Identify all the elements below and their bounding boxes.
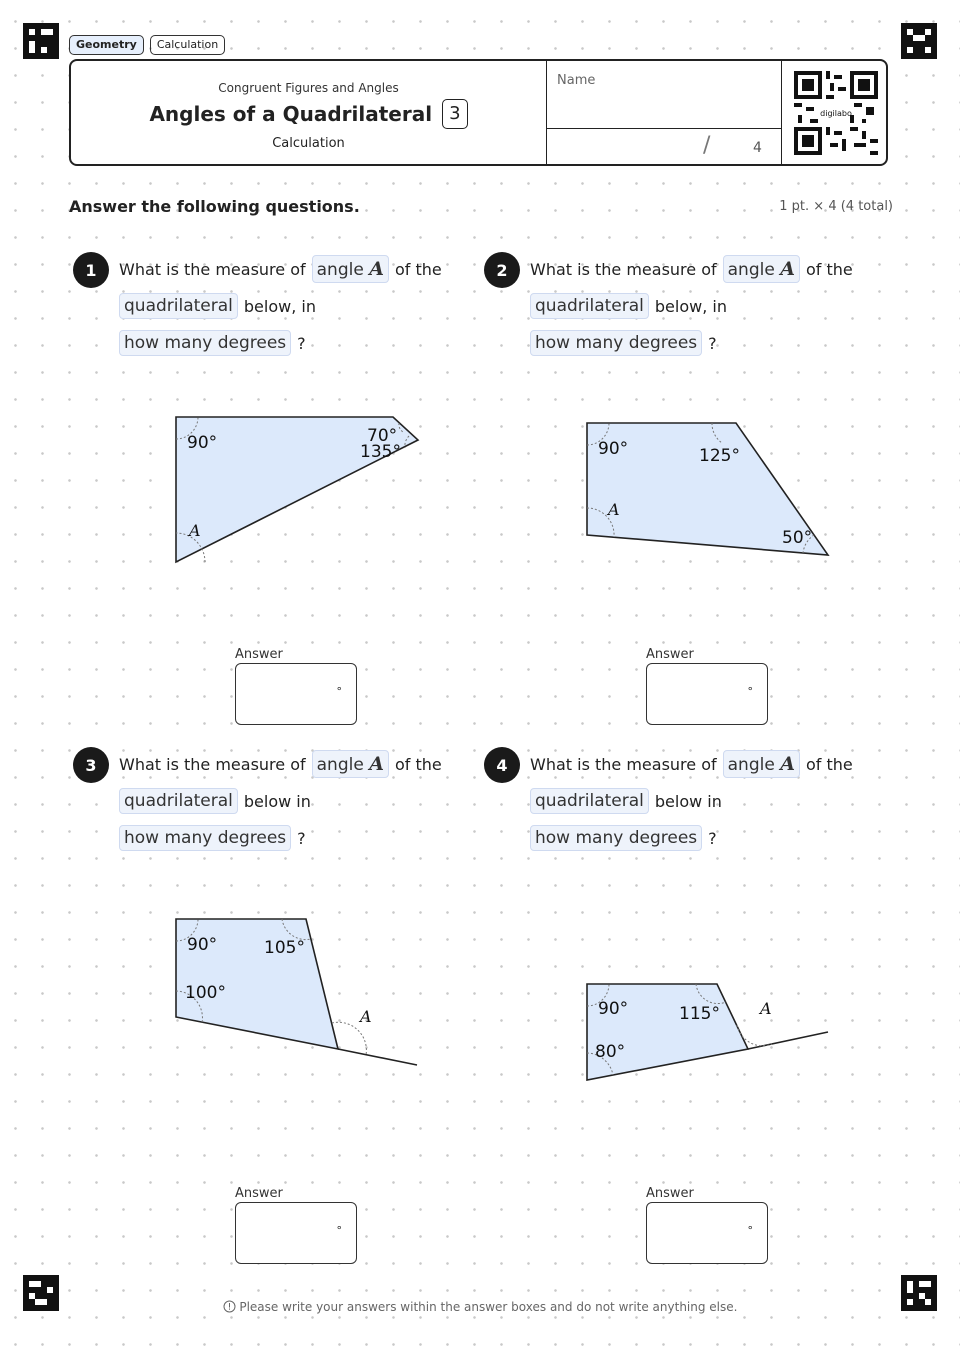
answer-label: Answer bbox=[235, 647, 283, 662]
term-how-many-degrees: how many degrees bbox=[119, 330, 291, 356]
question-line-2 bbox=[530, 788, 722, 814]
term-how-many-degrees: how many degrees bbox=[119, 825, 291, 851]
term-how-many-degrees: how many degrees bbox=[530, 825, 702, 851]
question-text: of the bbox=[805, 754, 853, 774]
corner-marker-top-right bbox=[901, 23, 937, 59]
question-number: 2 bbox=[484, 252, 520, 288]
answer-box[interactable] bbox=[235, 1202, 357, 1264]
question-line-2 bbox=[119, 293, 316, 319]
name-label: Name bbox=[557, 73, 596, 88]
question-number: 1 bbox=[73, 252, 109, 288]
question-line-3 bbox=[119, 825, 306, 851]
angle-label: 90° bbox=[598, 439, 629, 459]
tag-list bbox=[69, 35, 225, 55]
angle-label: 90° bbox=[187, 935, 218, 955]
info-icon bbox=[223, 1300, 236, 1313]
tag-calculation: Calculation bbox=[150, 35, 225, 55]
title-row bbox=[71, 99, 546, 129]
extension-line bbox=[748, 1032, 828, 1049]
question-line-2 bbox=[119, 788, 311, 814]
unknown-angle-label: A bbox=[608, 500, 620, 519]
answer-label: Answer bbox=[235, 1186, 283, 1201]
question-line-1 bbox=[530, 255, 853, 283]
worksheet-kind: Calculation bbox=[272, 136, 345, 151]
angle-label: 125° bbox=[699, 446, 740, 466]
question-2 bbox=[480, 252, 880, 722]
question-line-1 bbox=[119, 255, 442, 283]
question-mark: ? bbox=[708, 333, 717, 353]
degree-unit: ° bbox=[336, 685, 342, 698]
question-text: What is the measure of bbox=[530, 259, 717, 279]
worksheet-subtitle: Congruent Figures and Angles bbox=[218, 81, 399, 95]
angle-label: 115° bbox=[679, 1004, 720, 1024]
question-line-3 bbox=[119, 330, 306, 356]
footer-text: Please write your answers within the answer boxes and do not write anything else. bbox=[239, 1300, 738, 1314]
degree-unit: ° bbox=[747, 1224, 753, 1237]
answer-box[interactable] bbox=[235, 663, 357, 725]
question-number: 3 bbox=[73, 747, 109, 783]
answer-box[interactable] bbox=[646, 663, 768, 725]
worksheet-title: Angles of a Quadrilateral bbox=[149, 102, 433, 126]
question-line-3 bbox=[530, 330, 717, 356]
title-area bbox=[71, 61, 546, 164]
term-angle-a: angle A bbox=[723, 750, 800, 778]
angle-label: 90° bbox=[187, 433, 218, 453]
question-line-2 bbox=[530, 293, 727, 319]
corner-marker-top-left bbox=[23, 23, 59, 59]
score-slash: / bbox=[703, 133, 711, 158]
term-quadrilateral: quadrilateral bbox=[119, 293, 238, 319]
question-text: below, in bbox=[654, 296, 727, 316]
angle-label: 100° bbox=[185, 983, 226, 1003]
degree-unit: ° bbox=[336, 1224, 342, 1237]
qr-code-area bbox=[781, 61, 887, 164]
question-4 bbox=[480, 747, 880, 1237]
question-mark: ? bbox=[708, 828, 717, 848]
question-mark: ? bbox=[297, 828, 306, 848]
qr-code-text: digilabo bbox=[820, 108, 852, 118]
qr-code-icon bbox=[794, 71, 878, 155]
term-angle-a: angle A bbox=[312, 255, 389, 283]
angle-arc bbox=[332, 1022, 366, 1055]
question-text: of the bbox=[394, 259, 442, 279]
unknown-angle-label: A bbox=[360, 1007, 372, 1026]
answer-label: Answer bbox=[646, 1186, 694, 1201]
quadrilateral-figure bbox=[69, 372, 469, 572]
unknown-angle-label: A bbox=[760, 999, 772, 1018]
question-text: What is the measure of bbox=[119, 754, 306, 774]
question-text: What is the measure of bbox=[119, 259, 306, 279]
angle-label: 90° bbox=[598, 999, 629, 1019]
angle-label: 50° bbox=[782, 528, 813, 548]
tag-geometry: Geometry bbox=[69, 35, 144, 55]
points-info: 1 pt. × 4 (4 total) bbox=[779, 199, 893, 214]
question-text: below in bbox=[243, 791, 311, 811]
worksheet-number: 3 bbox=[442, 99, 467, 129]
instructions: Answer the following questions. bbox=[69, 197, 360, 216]
name-field[interactable] bbox=[546, 61, 782, 164]
term-quadrilateral: quadrilateral bbox=[530, 788, 649, 814]
question-mark: ? bbox=[297, 333, 306, 353]
quadrilateral-figure bbox=[69, 867, 469, 1067]
extension-line bbox=[338, 1049, 417, 1065]
footer-note bbox=[0, 1300, 960, 1314]
question-text: What is the measure of bbox=[530, 754, 717, 774]
question-1 bbox=[69, 252, 469, 722]
angle-label: 70° bbox=[367, 426, 398, 446]
term-angle-a: angle A bbox=[723, 255, 800, 283]
name-divider bbox=[547, 128, 782, 129]
quadrilateral-figure bbox=[480, 372, 880, 572]
term-quadrilateral: quadrilateral bbox=[530, 293, 649, 319]
unknown-angle-label: A bbox=[189, 521, 201, 540]
question-line-1 bbox=[530, 750, 853, 778]
worksheet-header bbox=[69, 59, 888, 166]
term-quadrilateral: quadrilateral bbox=[119, 788, 238, 814]
question-text: of the bbox=[805, 259, 853, 279]
angle-label: 135° bbox=[360, 442, 401, 462]
question-number: 4 bbox=[484, 747, 520, 783]
question-text: below in bbox=[654, 791, 722, 811]
question-line-3 bbox=[530, 825, 717, 851]
term-how-many-degrees: how many degrees bbox=[530, 330, 702, 356]
question-text: of the bbox=[394, 754, 442, 774]
answer-label: Answer bbox=[646, 647, 694, 662]
quadrilateral-figure bbox=[480, 867, 880, 1087]
degree-unit: ° bbox=[747, 685, 753, 698]
angle-label: 105° bbox=[264, 938, 305, 958]
question-line-1 bbox=[119, 750, 442, 778]
question-3 bbox=[69, 747, 469, 1237]
answer-box[interactable] bbox=[646, 1202, 768, 1264]
term-angle-a: angle A bbox=[312, 750, 389, 778]
question-text: below, in bbox=[243, 296, 316, 316]
angle-label: 80° bbox=[595, 1042, 626, 1062]
score-total: 4 bbox=[753, 140, 762, 156]
